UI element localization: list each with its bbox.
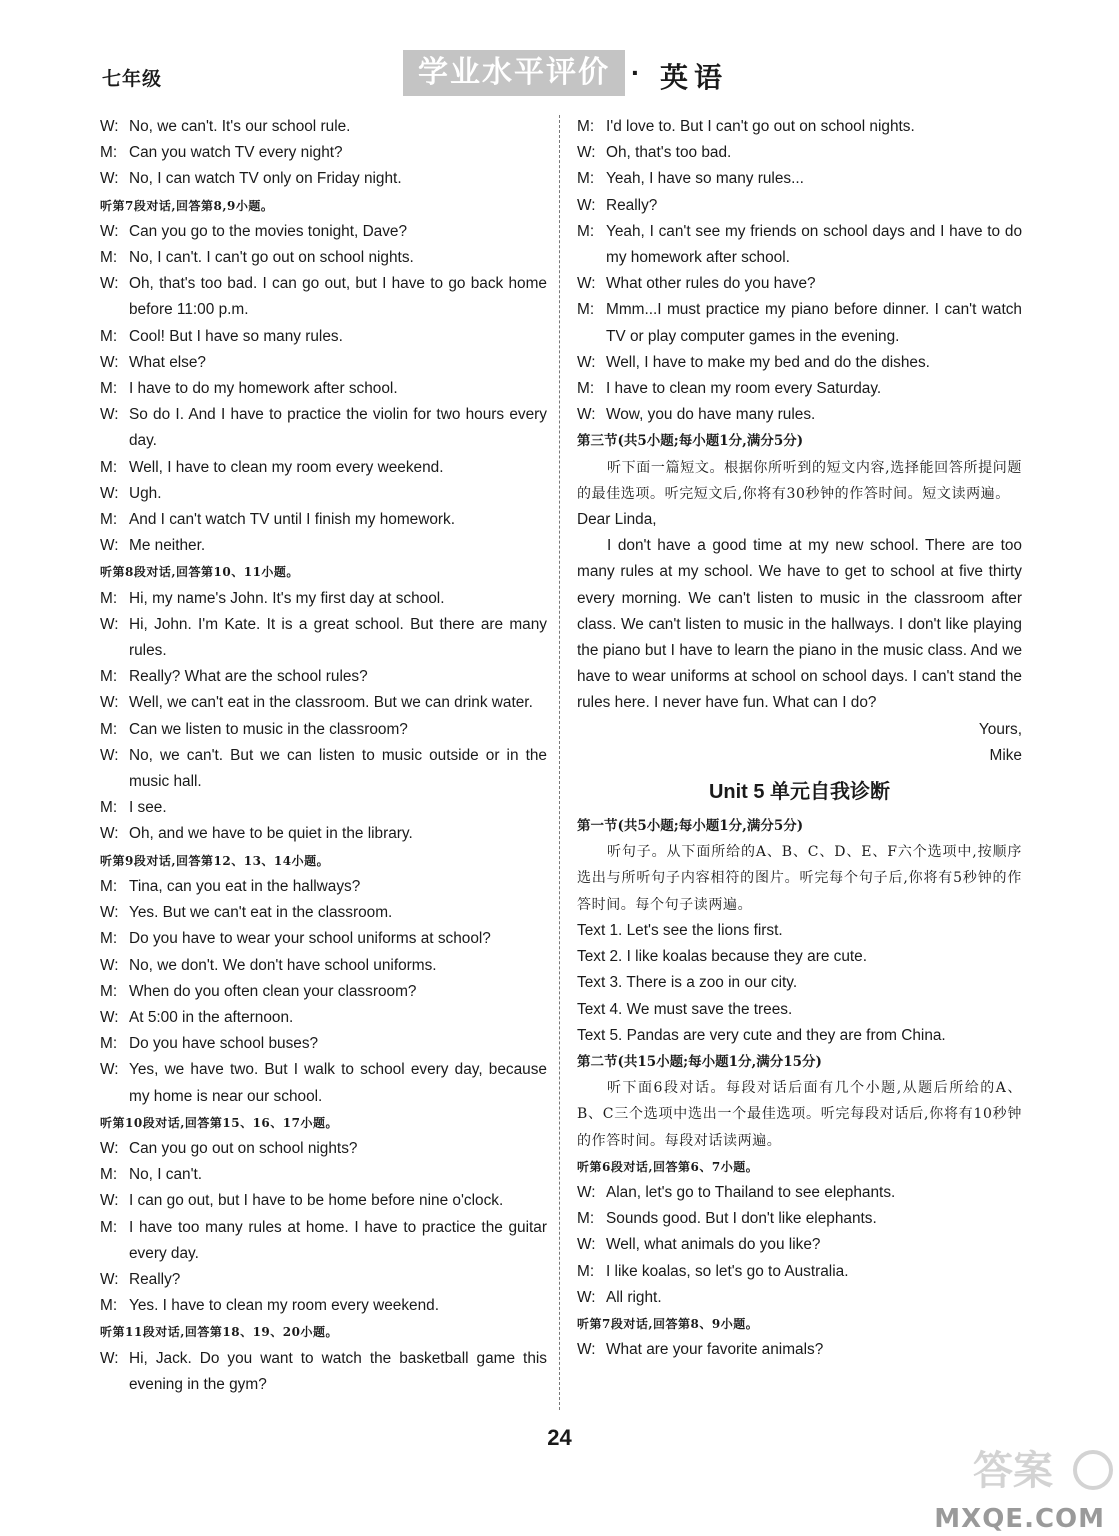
speaker-label: M: bbox=[577, 170, 595, 188]
dialogue-line bbox=[577, 193, 1022, 219]
speaker-label: W: bbox=[100, 353, 119, 371]
section-heading: 第一节(共5小题;每小题1分,满分5分) bbox=[577, 818, 804, 835]
dialogue-line bbox=[577, 1285, 1022, 1311]
dialogue-text: I have to clean my room every Saturday. bbox=[606, 380, 882, 398]
text-line: Text 4. We must save the trees. bbox=[577, 1000, 793, 1018]
speaker-label: W: bbox=[100, 406, 119, 424]
speaker-label: W: bbox=[100, 1061, 119, 1079]
dialogue-text: No, we can't. It's our school rule. bbox=[129, 118, 351, 135]
dialogue-line bbox=[100, 979, 547, 1005]
dialogue-text: Mmm...I must practice my piano before dinner. I can't watch TV or play computer games in the evening. bbox=[606, 301, 1022, 345]
dialogue-text: When do you often clean your classroom? bbox=[129, 982, 417, 1000]
dialogue-line bbox=[577, 402, 1022, 428]
dialogue-line bbox=[100, 1293, 547, 1319]
dialogue-line bbox=[577, 350, 1022, 376]
dialogue-line bbox=[100, 1162, 547, 1188]
dialogue-text: What else? bbox=[129, 353, 206, 371]
dialogue-text: I like koalas, so let's go to Australia. bbox=[606, 1262, 849, 1280]
speaker-label: W: bbox=[100, 1192, 119, 1210]
dialogue-text: Yes. But we can't eat in the classroom. bbox=[129, 904, 393, 922]
dialogue-text: Well, I have to clean my room every weekend. bbox=[129, 458, 444, 476]
dialogue-line bbox=[100, 743, 547, 795]
speaker-label: W: bbox=[577, 1341, 596, 1359]
dialogue-line bbox=[100, 690, 547, 716]
dialogue-text: Well, I have to make my bed and do the dishes. bbox=[606, 353, 930, 371]
section-cue: 听第10段对话,回答第15、16、17小题。 bbox=[100, 1115, 338, 1130]
dialogue-line bbox=[100, 795, 547, 821]
dialogue-line bbox=[100, 376, 547, 402]
dialogue-line bbox=[577, 1206, 1022, 1232]
dialogue-line bbox=[577, 1337, 1022, 1363]
dialogue-line bbox=[100, 350, 547, 376]
dialogue-line bbox=[100, 1005, 547, 1031]
dialogue-line bbox=[100, 1188, 547, 1214]
speaker-label: W: bbox=[100, 118, 119, 135]
dialogue-text: Yes, we have two. But I walk to school every day, because my home is near our school. bbox=[129, 1061, 547, 1105]
dialogue-line bbox=[100, 140, 547, 166]
section-heading: 第三节(共5小题;每小题1分,满分5分) bbox=[577, 433, 804, 450]
dialogue-text: Alan, let's go to Thailand to see elephants. bbox=[606, 1183, 896, 1201]
speaker-label: W: bbox=[577, 406, 596, 424]
speaker-label: M: bbox=[100, 1297, 118, 1315]
dialogue-line bbox=[100, 874, 547, 900]
dialogue-text: All right. bbox=[606, 1288, 662, 1306]
dialogue-text: Can we listen to music in the classroom? bbox=[129, 720, 408, 738]
dialogue-line bbox=[100, 1057, 547, 1109]
speaker-label: W: bbox=[577, 144, 596, 162]
dialogue-text: Cool! But I have so many rules. bbox=[129, 327, 343, 345]
speaker-label: W: bbox=[100, 956, 119, 974]
dialogue-line bbox=[100, 926, 547, 952]
section-cue: 听第6段对话,回答第6、7小题。 bbox=[577, 1159, 759, 1174]
speaker-label: M: bbox=[577, 380, 595, 398]
dialogue-line bbox=[577, 297, 1022, 349]
text-line: Dear Linda, bbox=[577, 511, 657, 529]
dialogue-line bbox=[577, 1232, 1022, 1258]
speaker-label: W: bbox=[577, 1288, 596, 1306]
text-line: Text 1. Let's see the lions first. bbox=[577, 921, 783, 939]
dialogue-text: What are your favorite animals? bbox=[606, 1341, 824, 1359]
speaker-label: W: bbox=[100, 537, 119, 555]
dialogue-line bbox=[577, 1259, 1022, 1285]
dialogue-line bbox=[100, 507, 547, 533]
dialogue-line bbox=[100, 402, 547, 454]
dialogue-text: Me neither. bbox=[129, 537, 206, 555]
right-column bbox=[577, 114, 1022, 1363]
letter-paragraph: I don't have a good time at my new school. There are too many rules at my school. We have to get to school at five thirty every morning. We can't listen to music in the classroom after class. We can't listen to music in the hallways. I don't like playing the piano but I have to learn the piano in the music class. And we have to wear uniforms at school on school days. I can't stand the rules here. I never have fun. What can I do? bbox=[577, 537, 1022, 712]
dialogue-line bbox=[100, 586, 547, 612]
speaker-label: W: bbox=[100, 904, 119, 922]
dialogue-line bbox=[100, 245, 547, 271]
grade-label: 七年级 bbox=[102, 68, 163, 90]
column-divider bbox=[559, 115, 560, 1410]
dialogue-line bbox=[100, 1215, 547, 1267]
speaker-label: M: bbox=[577, 1210, 595, 1228]
dialogue-text: Yeah, I can't see my friends on school days and I have to do my homework after school. bbox=[606, 222, 1022, 267]
dialogue-text: Yeah, I have so many rules... bbox=[606, 170, 804, 188]
dialogue-line bbox=[577, 219, 1022, 271]
dialogue-line bbox=[100, 1267, 547, 1293]
dialogue-text: I have too many rules at home. I have to practice the guitar every day. bbox=[129, 1218, 547, 1262]
speaker-label: M: bbox=[100, 589, 118, 607]
dialogue-text: No, we don't. We don't have school uniforms. bbox=[129, 956, 437, 974]
dialogue-text: Can you go to the movies tonight, Dave? bbox=[129, 222, 408, 240]
section-cue: 听第11段对话,回答第18、19、20小题。 bbox=[100, 1325, 338, 1340]
dialogue-line bbox=[577, 271, 1022, 297]
speaker-label: M: bbox=[577, 1262, 595, 1280]
dialogue-line bbox=[100, 455, 547, 481]
dialogue-text: Hi, my name's John. It's my first day at school. bbox=[129, 589, 445, 607]
dialogue-line bbox=[100, 1031, 547, 1057]
speaker-label: W: bbox=[100, 1349, 119, 1367]
dialogue-line bbox=[100, 533, 547, 559]
dialogue-text: Hi, Jack. Do you want to watch the basketball game this evening in the gym? bbox=[129, 1349, 547, 1393]
dialogue-line bbox=[100, 114, 547, 140]
speaker-label: M: bbox=[100, 668, 118, 686]
instruction-text: 听下面一篇短文。根据你所听到的短文内容,选择能回答所提问题的最佳选项。听完短文后,你将有30秒钟的作答时间。短文读两遍。 bbox=[577, 459, 1022, 502]
dialogue-text: Wow, you do have many rules. bbox=[606, 406, 816, 424]
speaker-label: M: bbox=[100, 799, 118, 817]
dialogue-text: Well, what animals do you like? bbox=[606, 1236, 821, 1254]
dialogue-text: Sounds good. But I don't like elephants. bbox=[606, 1210, 877, 1228]
section-cue: 听第7段对话,回答第8、9小题。 bbox=[577, 1316, 759, 1331]
title-separator: · bbox=[631, 57, 641, 88]
dialogue-text: Oh, that's too bad. I can go out, but I have to go back home before 11:00 p.m. bbox=[129, 275, 547, 319]
speaker-label: M: bbox=[100, 1218, 118, 1236]
dialogue-text: Can you watch TV every night? bbox=[129, 144, 343, 162]
speaker-label: M: bbox=[100, 327, 118, 345]
speaker-label: W: bbox=[100, 825, 119, 843]
dialogue-line bbox=[100, 166, 547, 192]
dialogue-text: No, I can't. bbox=[129, 1166, 203, 1184]
speaker-label: W: bbox=[100, 484, 119, 502]
speaker-label: W: bbox=[577, 275, 596, 293]
speaker-label: W: bbox=[100, 222, 119, 240]
dialogue-text: And I can't watch TV until I finish my homework. bbox=[129, 511, 455, 529]
speaker-label: M: bbox=[577, 301, 595, 319]
speaker-label: W: bbox=[100, 170, 119, 188]
dialogue-text: Well, we can't eat in the classroom. But we can drink water. bbox=[129, 694, 533, 712]
dialogue-text: No, I can watch TV only on Friday night. bbox=[129, 170, 402, 188]
page-header bbox=[0, 0, 1119, 110]
dialogue-text: What other rules do you have? bbox=[606, 275, 816, 293]
speaker-label: M: bbox=[100, 511, 118, 529]
svg-text:答案: 答案 bbox=[973, 1448, 1053, 1494]
dialogue-text: Yes. I have to clean my room every weekend. bbox=[129, 1297, 439, 1315]
letter-signoff: Yours, bbox=[978, 720, 1022, 738]
speaker-label: M: bbox=[100, 144, 118, 162]
speaker-label: M: bbox=[100, 877, 118, 895]
dialogue-line bbox=[577, 114, 1022, 140]
left-column bbox=[100, 114, 547, 1398]
dialogue-text: Really? bbox=[606, 196, 658, 214]
speaker-label: W: bbox=[577, 1183, 596, 1201]
dialogue-text: Hi, John. I'm Kate. It is a great school. But there are many rules. bbox=[129, 615, 547, 660]
dialogue-line bbox=[100, 717, 547, 743]
letter-signoff: Mike bbox=[989, 746, 1022, 764]
dialogue-text: Really? What are the school rules? bbox=[129, 668, 368, 686]
dialogue-line bbox=[100, 900, 547, 926]
dialogue-line bbox=[100, 664, 547, 690]
dialogue-text: At 5:00 in the afternoon. bbox=[129, 1008, 294, 1026]
speaker-label: M: bbox=[100, 1035, 118, 1053]
speaker-label: M: bbox=[100, 249, 118, 267]
dialogue-text: Can you go out on school nights? bbox=[129, 1139, 358, 1157]
dialogue-line bbox=[100, 612, 547, 664]
speaker-label: M: bbox=[100, 1166, 118, 1184]
dialogue-text: I can go out, but I have to be home before nine o'clock. bbox=[129, 1192, 504, 1210]
speaker-label: W: bbox=[100, 694, 119, 712]
section-cue: 听第9段对话,回答第12、13、14小题。 bbox=[100, 853, 330, 868]
speaker-label: M: bbox=[577, 118, 595, 135]
dialogue-line bbox=[577, 376, 1022, 402]
dialogue-text: No, we can't. But we can listen to music outside or in the music hall. bbox=[129, 746, 547, 791]
text-line: Text 3. There is a zoo in our city. bbox=[577, 974, 798, 992]
speaker-label: W: bbox=[100, 1270, 119, 1288]
dialogue-line bbox=[577, 140, 1022, 166]
speaker-label: W: bbox=[100, 746, 119, 764]
dialogue-line bbox=[577, 1180, 1022, 1206]
section-cue: 听第7段对话,回答第8,9小题。 bbox=[100, 198, 274, 213]
page-number: 24 bbox=[547, 1425, 572, 1450]
speaker-label: W: bbox=[577, 353, 596, 371]
speaker-label: M: bbox=[100, 458, 118, 476]
dialogue-line bbox=[100, 324, 547, 350]
dialogue-text: So do I. And I have to practice the violin for two hours every day. bbox=[129, 406, 547, 450]
speaker-label: W: bbox=[577, 196, 596, 214]
watermark-text: MXQE.COM bbox=[934, 1504, 1105, 1534]
dialogue-text: Really? bbox=[129, 1270, 181, 1288]
dialogue-text: I'd love to. But I can't go out on school nights. bbox=[606, 118, 915, 135]
speaker-label: M: bbox=[100, 982, 118, 1000]
dialogue-text: Ugh. bbox=[129, 484, 162, 502]
dialogue-text: No, I can't. I can't go out on school nights. bbox=[129, 249, 414, 267]
instruction-text: 听句子。从下面所给的A、B、C、D、E、F六个选项中,按顺序选出与所听句子内容相符的图片。听完每个句子后,你将有5秒钟的作答时间。每个句子读两遍。 bbox=[577, 844, 1022, 913]
dialogue-line bbox=[100, 1136, 547, 1162]
section-heading: 第二节(共15小题;每小题1分,满分15分) bbox=[577, 1053, 822, 1070]
unit-title: Unit 5 单元自我诊断 bbox=[708, 781, 891, 804]
section-cue: 听第8段对话,回答第10、11小题。 bbox=[100, 565, 299, 580]
text-line: Text 2. I like koalas because they are cute. bbox=[577, 948, 868, 966]
dialogue-line bbox=[100, 271, 547, 323]
dialogue-line bbox=[100, 481, 547, 507]
speaker-label: W: bbox=[577, 1236, 596, 1254]
dialogue-line bbox=[100, 953, 547, 979]
speaker-label: W: bbox=[100, 1139, 119, 1157]
dialogue-text: I see. bbox=[129, 799, 167, 817]
dialogue-text: Tina, can you eat in the hallways? bbox=[129, 877, 361, 895]
dialogue-line bbox=[100, 821, 547, 847]
dialogue-line bbox=[577, 166, 1022, 192]
text-line: Text 5. Pandas are very cute and they are from China. bbox=[577, 1026, 946, 1044]
instruction-text: 听下面6段对话。每段对话后面有几个小题,从题后所给的A、B、C三个选项中选出一个最佳选项。听完每段对话后,你将有10秒钟的作答时间。每段对话读两遍。 bbox=[577, 1080, 1022, 1149]
dialogue-text: Do you have school buses? bbox=[129, 1035, 319, 1053]
book-title: 学业水平评价 bbox=[403, 50, 625, 96]
dialogue-text: Do you have to wear your school uniforms at school? bbox=[129, 930, 491, 948]
dialogue-line bbox=[100, 1346, 547, 1398]
speaker-label: W: bbox=[100, 275, 119, 293]
speaker-label: W: bbox=[100, 615, 119, 633]
dialogue-text: Oh, that's too bad. bbox=[606, 144, 732, 162]
dialogue-text: Oh, and we have to be quiet in the library. bbox=[129, 825, 413, 843]
dialogue-line bbox=[100, 219, 547, 245]
subject-label: 英语 bbox=[660, 61, 729, 94]
speaker-label: M: bbox=[100, 720, 118, 738]
speaker-label: M: bbox=[100, 380, 118, 398]
speaker-label: W: bbox=[100, 1008, 119, 1026]
speaker-label: M: bbox=[100, 930, 118, 948]
speaker-label: M: bbox=[577, 222, 595, 240]
dialogue-text: I have to do my homework after school. bbox=[129, 380, 398, 398]
